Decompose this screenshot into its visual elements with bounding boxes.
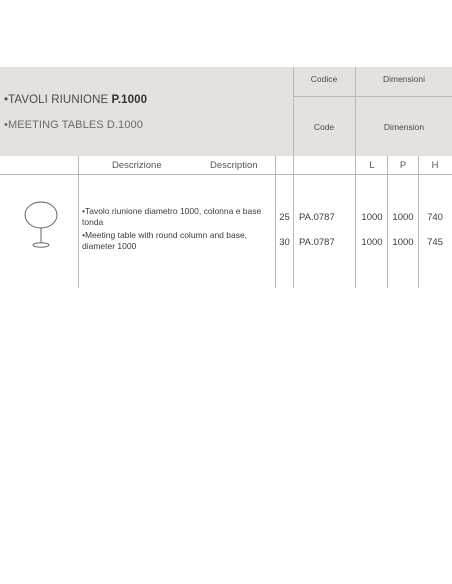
col-P-header: P [399, 160, 407, 171]
row2-H: 745 [427, 237, 443, 248]
description-italian: •Tavolo riunione diametro 1000, colonna e base tonda [82, 206, 262, 227]
codice-label: Codice [310, 74, 338, 84]
row1-L: 1000 [361, 212, 383, 223]
title-english: •MEETING TABLES D.1000 [4, 119, 143, 131]
col-H-header: H [431, 160, 439, 171]
col-L-header: L [369, 160, 375, 171]
row1-H: 740 [427, 212, 443, 223]
title-italian: •TAVOLI RIUNIONE P.1000 [4, 94, 148, 106]
row2-L: 1000 [361, 237, 383, 248]
code-label: Code [313, 122, 335, 132]
column-header-underline [0, 174, 452, 175]
row1-P: 1000 [392, 212, 414, 223]
descrizione-header: Descrizione [112, 160, 162, 171]
row1-qty: 25 [279, 212, 290, 223]
row2-P: 1000 [392, 237, 414, 248]
row2-qty: 30 [279, 237, 290, 248]
description-header: Description [210, 160, 258, 171]
dimension-label: Dimension [383, 122, 425, 132]
dimensioni-label: Dimensioni [382, 74, 426, 84]
row1-code: PA.0787 [299, 212, 335, 223]
divider-image [78, 156, 79, 288]
row2-code: PA.0787 [299, 237, 335, 248]
header-row-divider [293, 96, 452, 97]
description-english: •Meeting table with round column and base, diameter 1000 [82, 230, 248, 251]
round-table-icon [18, 198, 66, 252]
divider-qty [293, 156, 294, 288]
